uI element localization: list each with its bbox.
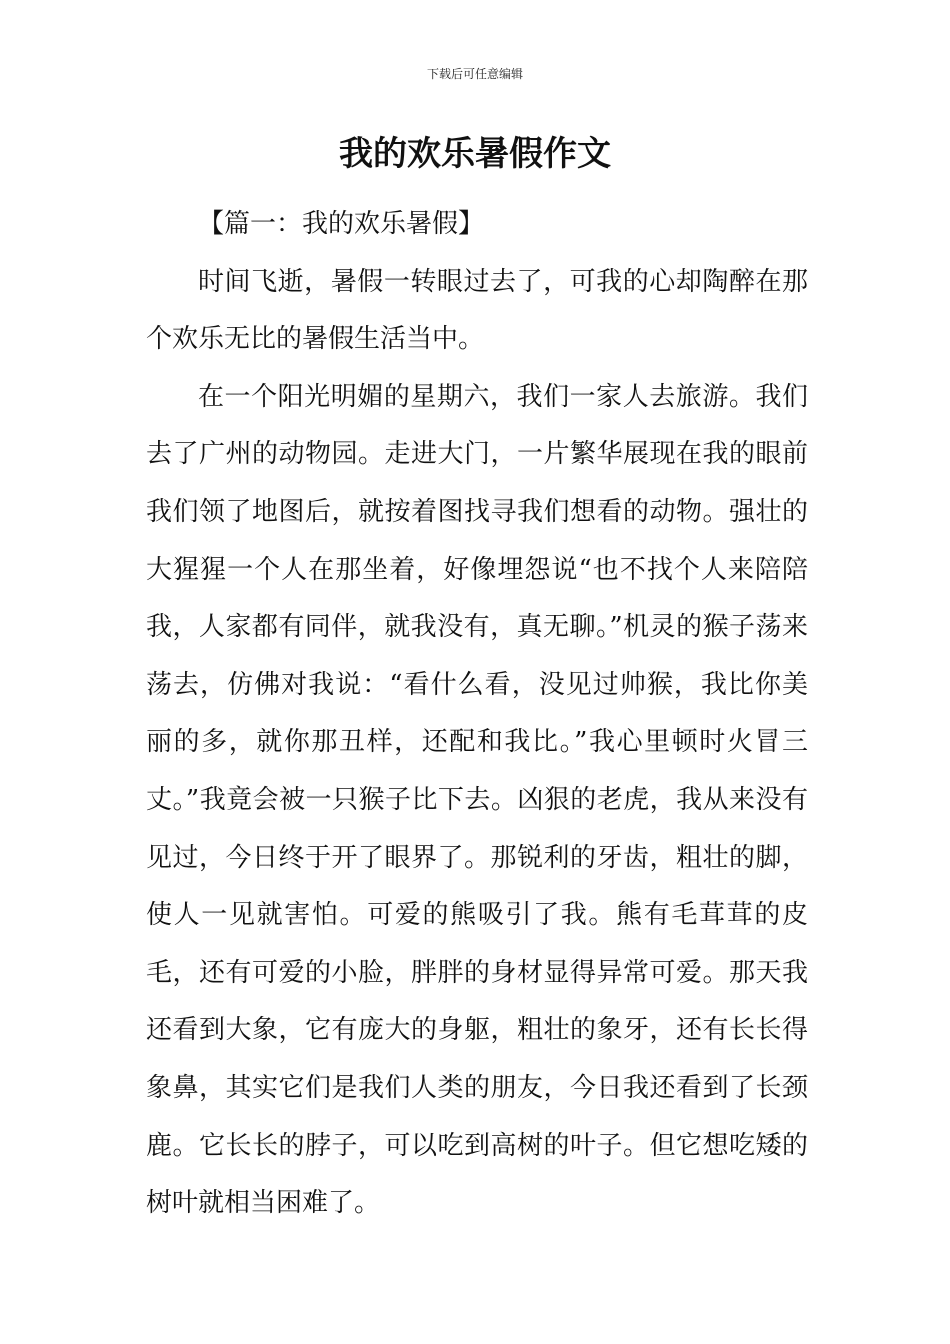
paragraph-2: 在一个阳光明媚的星期六，我们一家人去旅游。我们去了广州的动物园。走进大门，一片繁华展现在我的眼前我们领了地图后，就按着图找寻我们想看的动物。强壮的大猩猩一个人在那坐着，好像埋怨说“也不找个人来陪陪我，人家都有同伴，就我没有，真无聊。”机灵的猴子荡来荡去，仿佛对我说：“看什么看，没见过帅猴，我比你美丽的多，就你那丑样，还配和我比。”我心里顿时火冒三丈。”我竟会被一只猴子比下去。凶狠的老虎，我从来没有见过，今日终于开了眼界了。那锐利的牙齿，粗壮的脚，使人一见就害怕。可爱的熊吸引了我。熊有毛茸茸的皮毛，还有可爱的小脸，胖胖的身材显得异常可爱。那天我还看到大象，它有庞大的身躯，粗壮的象牙，还有长长得象鼻，其实它们是我们人类的朋友，今日我还看到了长颈鹿。它长长的脖子，可以吃到高树的叶子。但它想吃矮的树叶就相当困难了。 <box>146 381 808 1219</box>
header-note: 下载后可任意编辑 <box>426 67 523 81</box>
section-heading: 【篇一：我的欢乐暑假】 <box>198 209 485 239</box>
document-title: 我的欢乐暑假作文 <box>339 134 611 174</box>
paragraph-1: 时间飞逝，暑假一转眼过去了，可我的心却陶醉在那个欢乐无比的暑假生活当中。 <box>146 266 808 355</box>
document-body <box>146 196 808 1233</box>
